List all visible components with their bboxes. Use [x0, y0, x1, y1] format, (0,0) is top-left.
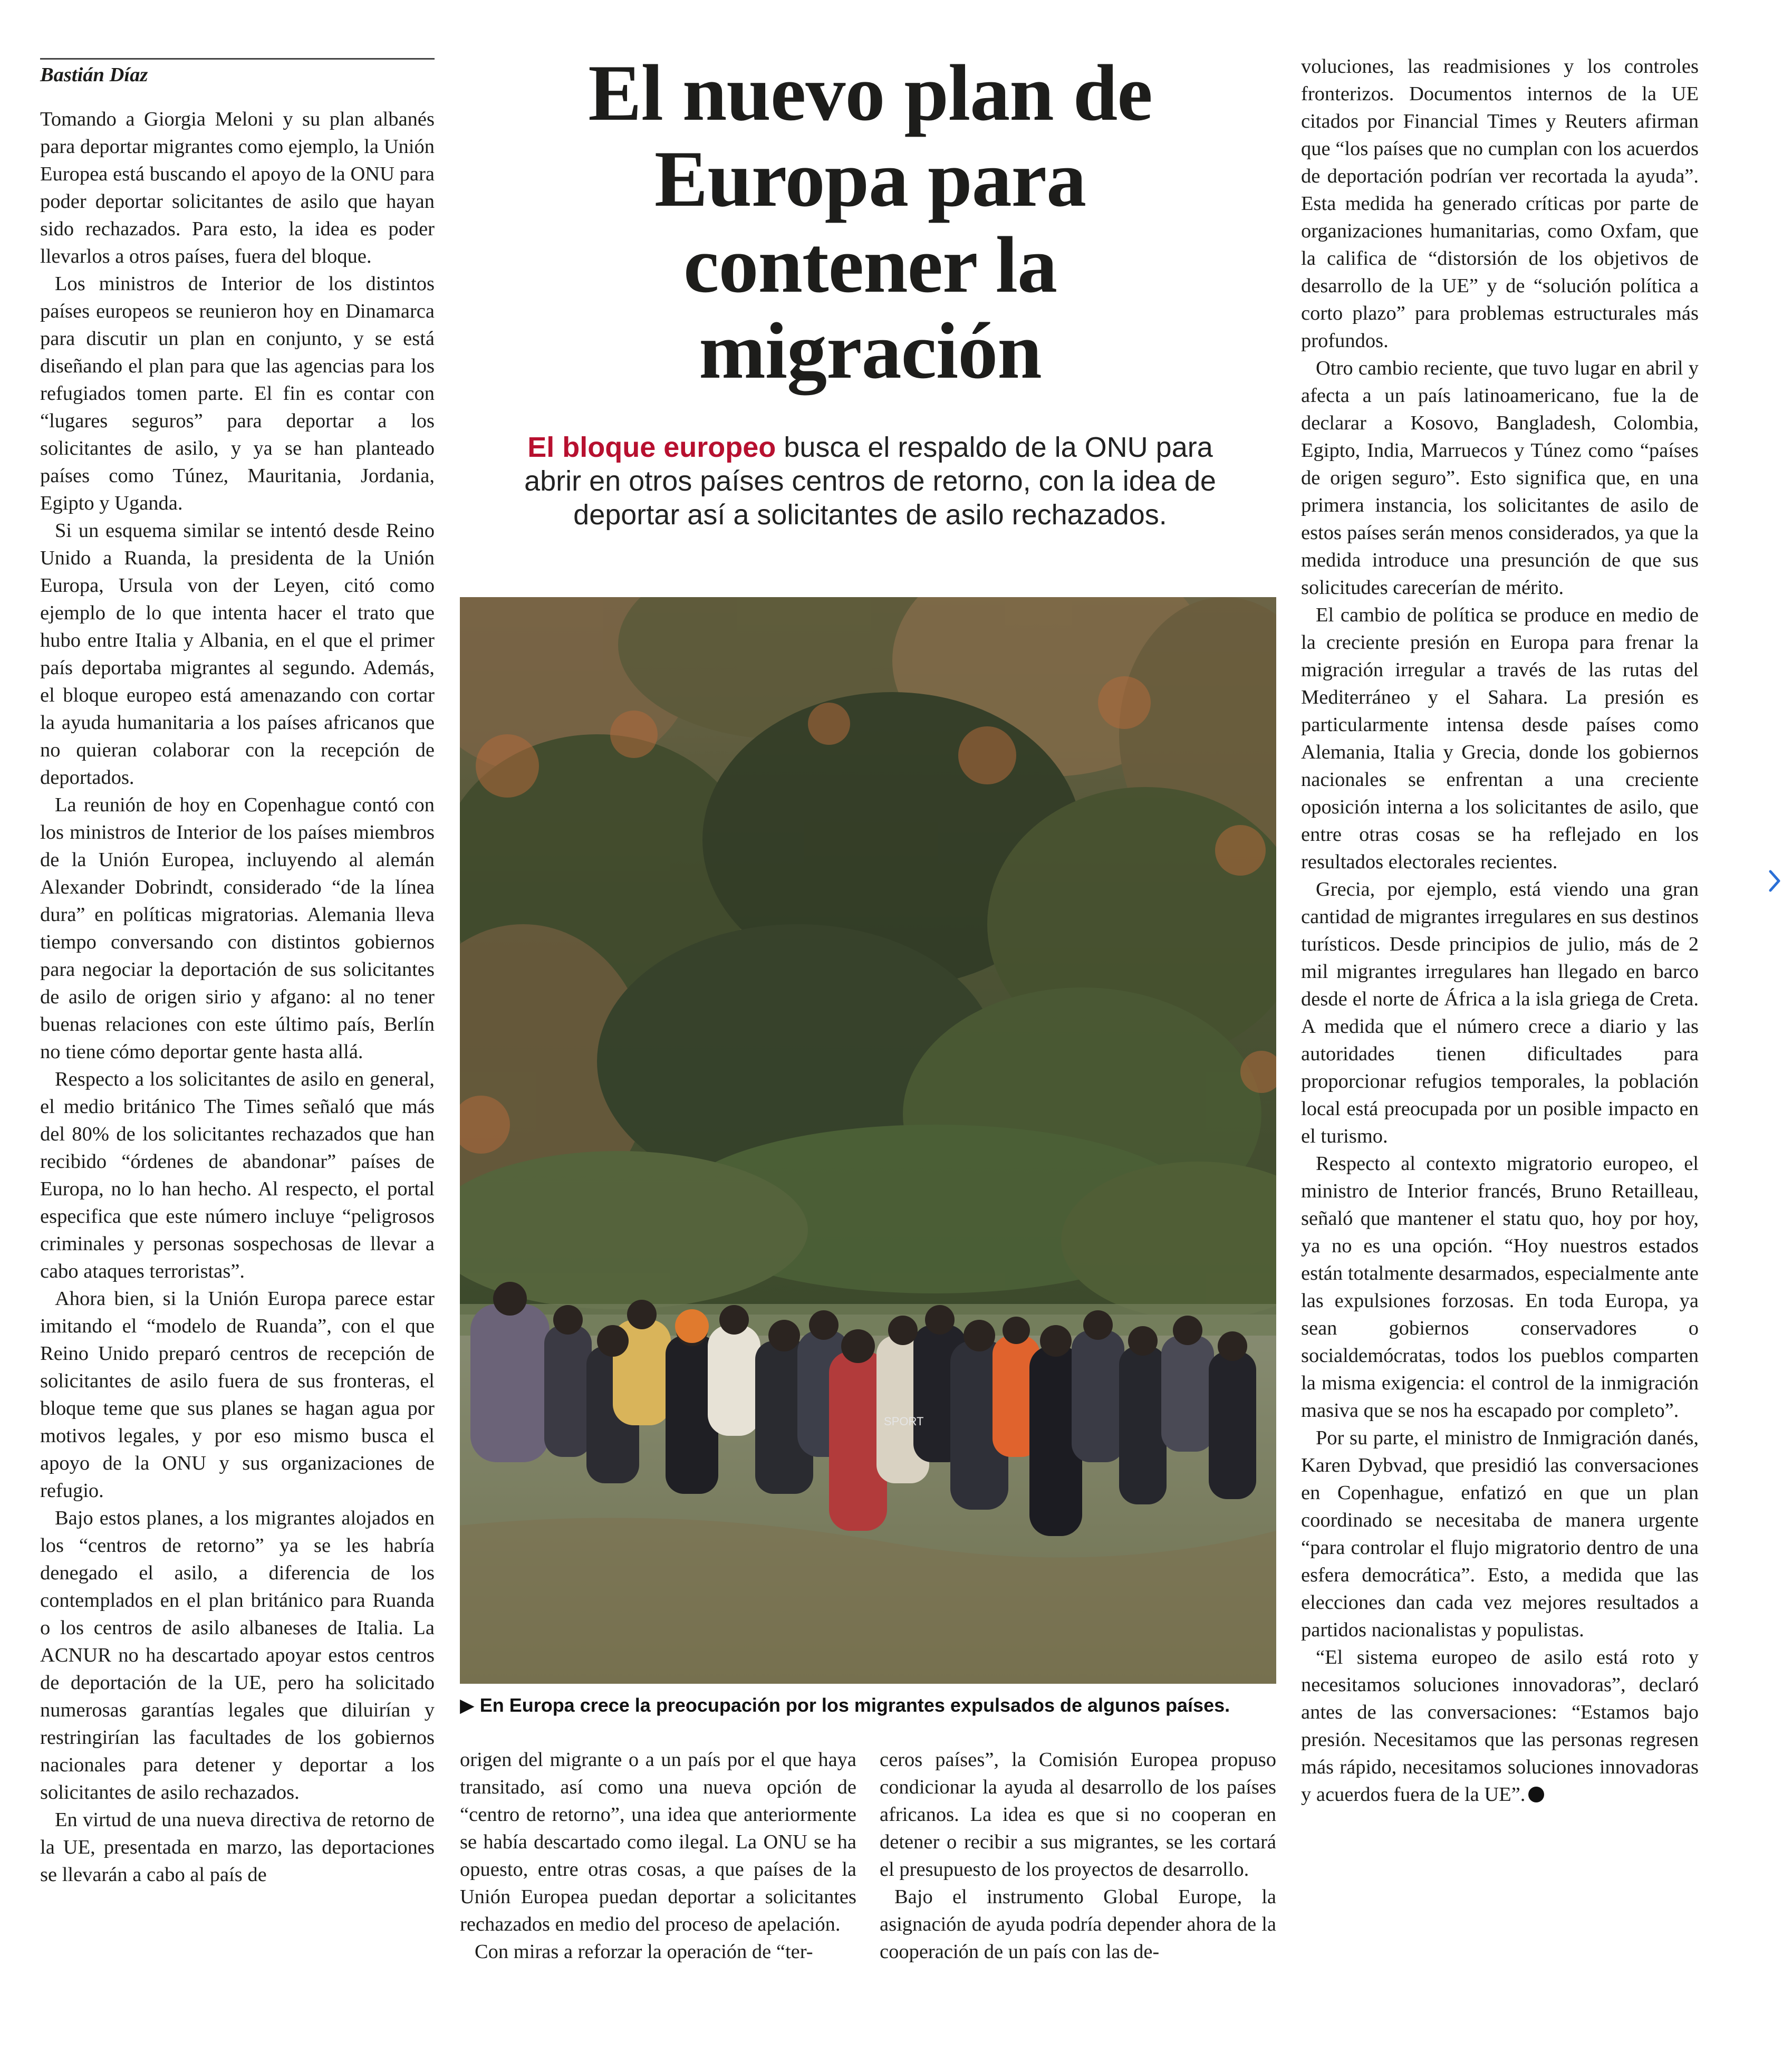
paragraph: Por su parte, el ministro de Inmigración danés, Karen Dybvad, que presidió las conversaciones en Copenhague, enfatizó en que un plan coordinado se necesitaba de manera urgente “para controlar el flujo migratorio dentro de una esfera democrática”. Esto, a medida que las elecciones dan cada vez mejores resultados a partidos nacionalistas y populistas.: [1301, 1427, 1699, 1641]
paragraph: origen del migrante o a un país por el que haya transitado, así como una nueva opción de “centro de retorno”, una idea que anteriormente se había descartado como ilegal. La ONU se ha opuesto, entre otras cosas, a que países de la Unión Europea puedan deportar a solicitantes rechazados en medio del proceso de apelación.: [460, 1749, 856, 1935]
news-photo: [460, 597, 1276, 1684]
jacket-text: SPORT: [884, 1415, 924, 1428]
photo-caption: [460, 1692, 1276, 1719]
paragraph: Con miras a reforzar la operación de “ter-: [475, 1941, 813, 1963]
paragraph: ceros países”, la Comisión Europea propuso condicionar la ayuda al desarrollo de los países africanos. La idea es que si no cooperan en detener o recibir a sus migrantes, se les cortará el presupuesto de los proyectos de desarrollo.: [880, 1749, 1276, 1881]
column-left: [40, 105, 435, 1888]
paragraph: El cambio de política se produce en medio de la creciente presión en Europa para frenar la migración irregular a través de las rutas del Mediterráneo y el Sahara. La presión es particularmente intensa desde países como Alemania, Italia y Grecia, donde los gobiernos nacionales se enfrentan a una creciente oposición interna a los solicitantes de asilo, que entre otras cosas se ha reflejado en los resultados electorales recientes.: [1301, 604, 1699, 873]
subhead: [506, 430, 1234, 532]
paragraph-last-text: “El sistema europeo de asilo está roto y necesitamos soluciones innovadoras”, declaró antes de las conversaciones: “Estamos bajo presión. Necesitamos que las personas regresen más rápido, necesitamos soluciones innovadoras y acuerdos fuera de la UE”.: [1301, 1646, 1699, 1806]
paragraph: Tomando a Giorgia Meloni y su plan albanés para deportar migrantes como ejemplo, la Unión Europea está buscando el apoyo de la ONU para poder deportar solicitantes de asilo que hayan sido rechazados. Para esto, la idea es poder llevarlos a otros países, fuera del bloque.: [40, 108, 435, 267]
paragraph: Respecto a los solicitantes de asilo en general, el medio británico The Times señaló que más del 80% de los solicitantes rechazados que han recibido “órdenes de abandonar” países de Europa, no lo han hecho. Al respecto, el portal especifica que este número incluye “peligrosos criminales y personas sospechosas de llevar a cabo ataques terroristas”.: [40, 1068, 435, 1282]
triangle-right-icon: ▶: [460, 1694, 475, 1716]
chevron-right-icon[interactable]: [1761, 865, 1788, 897]
paragraph: Si un esquema similar se intentó desde Reino Unido a Ruanda, la presidenta de la Unión Europa, Ursula von der Leyen, citó como ejemplo de lo que intenta hacer el trato que hubo entre Italia y Albania, en el que el primer país deportaba migrantes al segundo. Además, el bloque europeo está amenazando con cortar la ayuda humanitaria a los países africanos que no quieran colaborar con la recepción de deportados.: [40, 520, 435, 789]
subhead-text: busca el respaldo de la ONU para abrir en otros países centros de retorno, con la idea de deportar así a solicitantes de asilo rechazados.: [524, 431, 1216, 531]
paragraph: Bajo estos planes, a los migrantes alojados en los “centros de retorno” ya se les habría denegado el asilo, a diferencia de los contemplados en el plan británico para Ruanda o los centros de asilo albaneses de Italia. La ACNUR no ha descartado apoyar estos centros de deportación de la UE, pero ha solicitado numerosas garantías legales que diluirían y restringirían las facultades de los gobiernos nacionales para detener y deportar a los solicitantes de asilo rechazados.: [40, 1507, 435, 1803]
paragraph-last: [1301, 1644, 1699, 1808]
photo-caption-text: En Europa crece la preocupación por los migrantes expulsados de algunos países.: [479, 1694, 1230, 1716]
paragraph: Grecia, por ejemplo, está viendo una gran cantidad de migrantes irregulares en sus destinos turísticos. Desde principios de julio, más de 2 mil migrantes irregulares han llegado en barco desde el norte de África a la isla griega de Creta. A medida que el número crece a diario y las autoridades tienen dificultades para proporcionar refugios temporales, la población local está preocupada por un posible impacto en el turismo.: [1301, 878, 1699, 1147]
paragraph: Bajo el instrumento Global Europe, la asignación de ayuda podría depender ahora de la cooperación de un país con las de-: [880, 1886, 1276, 1963]
paragraph: En virtud de una nueva directiva de retorno de la UE, presentada en marzo, las deportaciones se llevarán a cabo al país de: [40, 1809, 435, 1886]
column-middle-a: [460, 1746, 856, 1965]
byline: Bastián Díaz: [40, 64, 148, 86]
byline-rule: [40, 58, 435, 60]
paragraph: Ahora bien, si la Unión Europa parece estar imitando el “modelo de Ruanda”, con el que Reino Unido preparó centros de recepción de solicitantes de asilo fuera de sus fronteras, el bloque teme que sus planes se hagan agua por motivos legales, y por eso mismo busca el apoyo de la ONU y sus organizaciones de refugio.: [40, 1288, 435, 1502]
column-right: [1301, 53, 1699, 1808]
headline: El nuevo plan de Europa para contener la migración: [588, 49, 1152, 395]
paragraph: La reunión de hoy en Copenhague contó con los ministros de Interior de los países miembros de la Unión Europea, incluyendo al alemán Alexander Dobrindt, considerado “de la línea dura” en políticas migratorias. Alemania lleva tiempo conversando con distintos gobiernos para negociar la deportación de sus solicitantes de asilo de origen sirio y afgano: al no tener buenas relaciones con este último país, Berlín no tiene cómo deportar gente hasta allá.: [40, 794, 435, 1063]
paragraph: voluciones, las readmisiones y los controles fronterizos. Documentos internos de la UE citados por Financial Times y Reuters afirman que “los países que no cumplan con los acuerdos de deportación podrían ver recortada la ayuda”. Esta medida ha generado críticas por parte de organizaciones humanitarias, como Oxfam, que la califica de “distorsión de los objetivos de desarrollo de la UE” y de “solución política a corto plazo” para problemas estructurales más profundos.: [1301, 55, 1699, 352]
column-middle-b: [880, 1746, 1276, 1965]
paragraph: Los ministros de Interior de los distintos países europeos se reunieron hoy en Dinamarca para discutir un plan en conjunto, y se está diseñando el plan para que las agencias para los refugiados tomen parte. El fin es contar con “lugares seguros” para deportar a los solicitantes de asilo, y ya se han planteado países como Túnez, Mauritania, Jordania, Egipto y Uganda.: [40, 273, 435, 514]
end-dot-icon: [1528, 1787, 1544, 1802]
subhead-lead: El bloque europeo: [527, 431, 776, 463]
paragraph: Otro cambio reciente, que tuvo lugar en abril y afecta a un país latinoamericano, fue la de declarar a Kosovo, Bangladesh, Colombia, Egipto, India, Marruecos y Túnez como “países de origen seguro”. Esto significa que, en una primera instancia, los solicitantes de asilo de estos países serán menos considerados, ya que la medida introduce una presunción de que sus solicitudes carecerían de mérito.: [1301, 357, 1699, 599]
paragraph: Respecto al contexto migratorio europeo, el ministro de Interior francés, Bruno Retailleau, señaló que mantener el statu quo, hoy por hoy, ya no es una opción. “Hoy nuestros estados están totalmente desarmados, especialmente ante las expulsiones forzosas. En toda Europa, ya sean gobiernos conservadores o socialdemócratas, todos los pueblos comparten la misma exigencia: el control de la inmigración masiva que se nos ha escapado por completo”.: [1301, 1153, 1699, 1422]
